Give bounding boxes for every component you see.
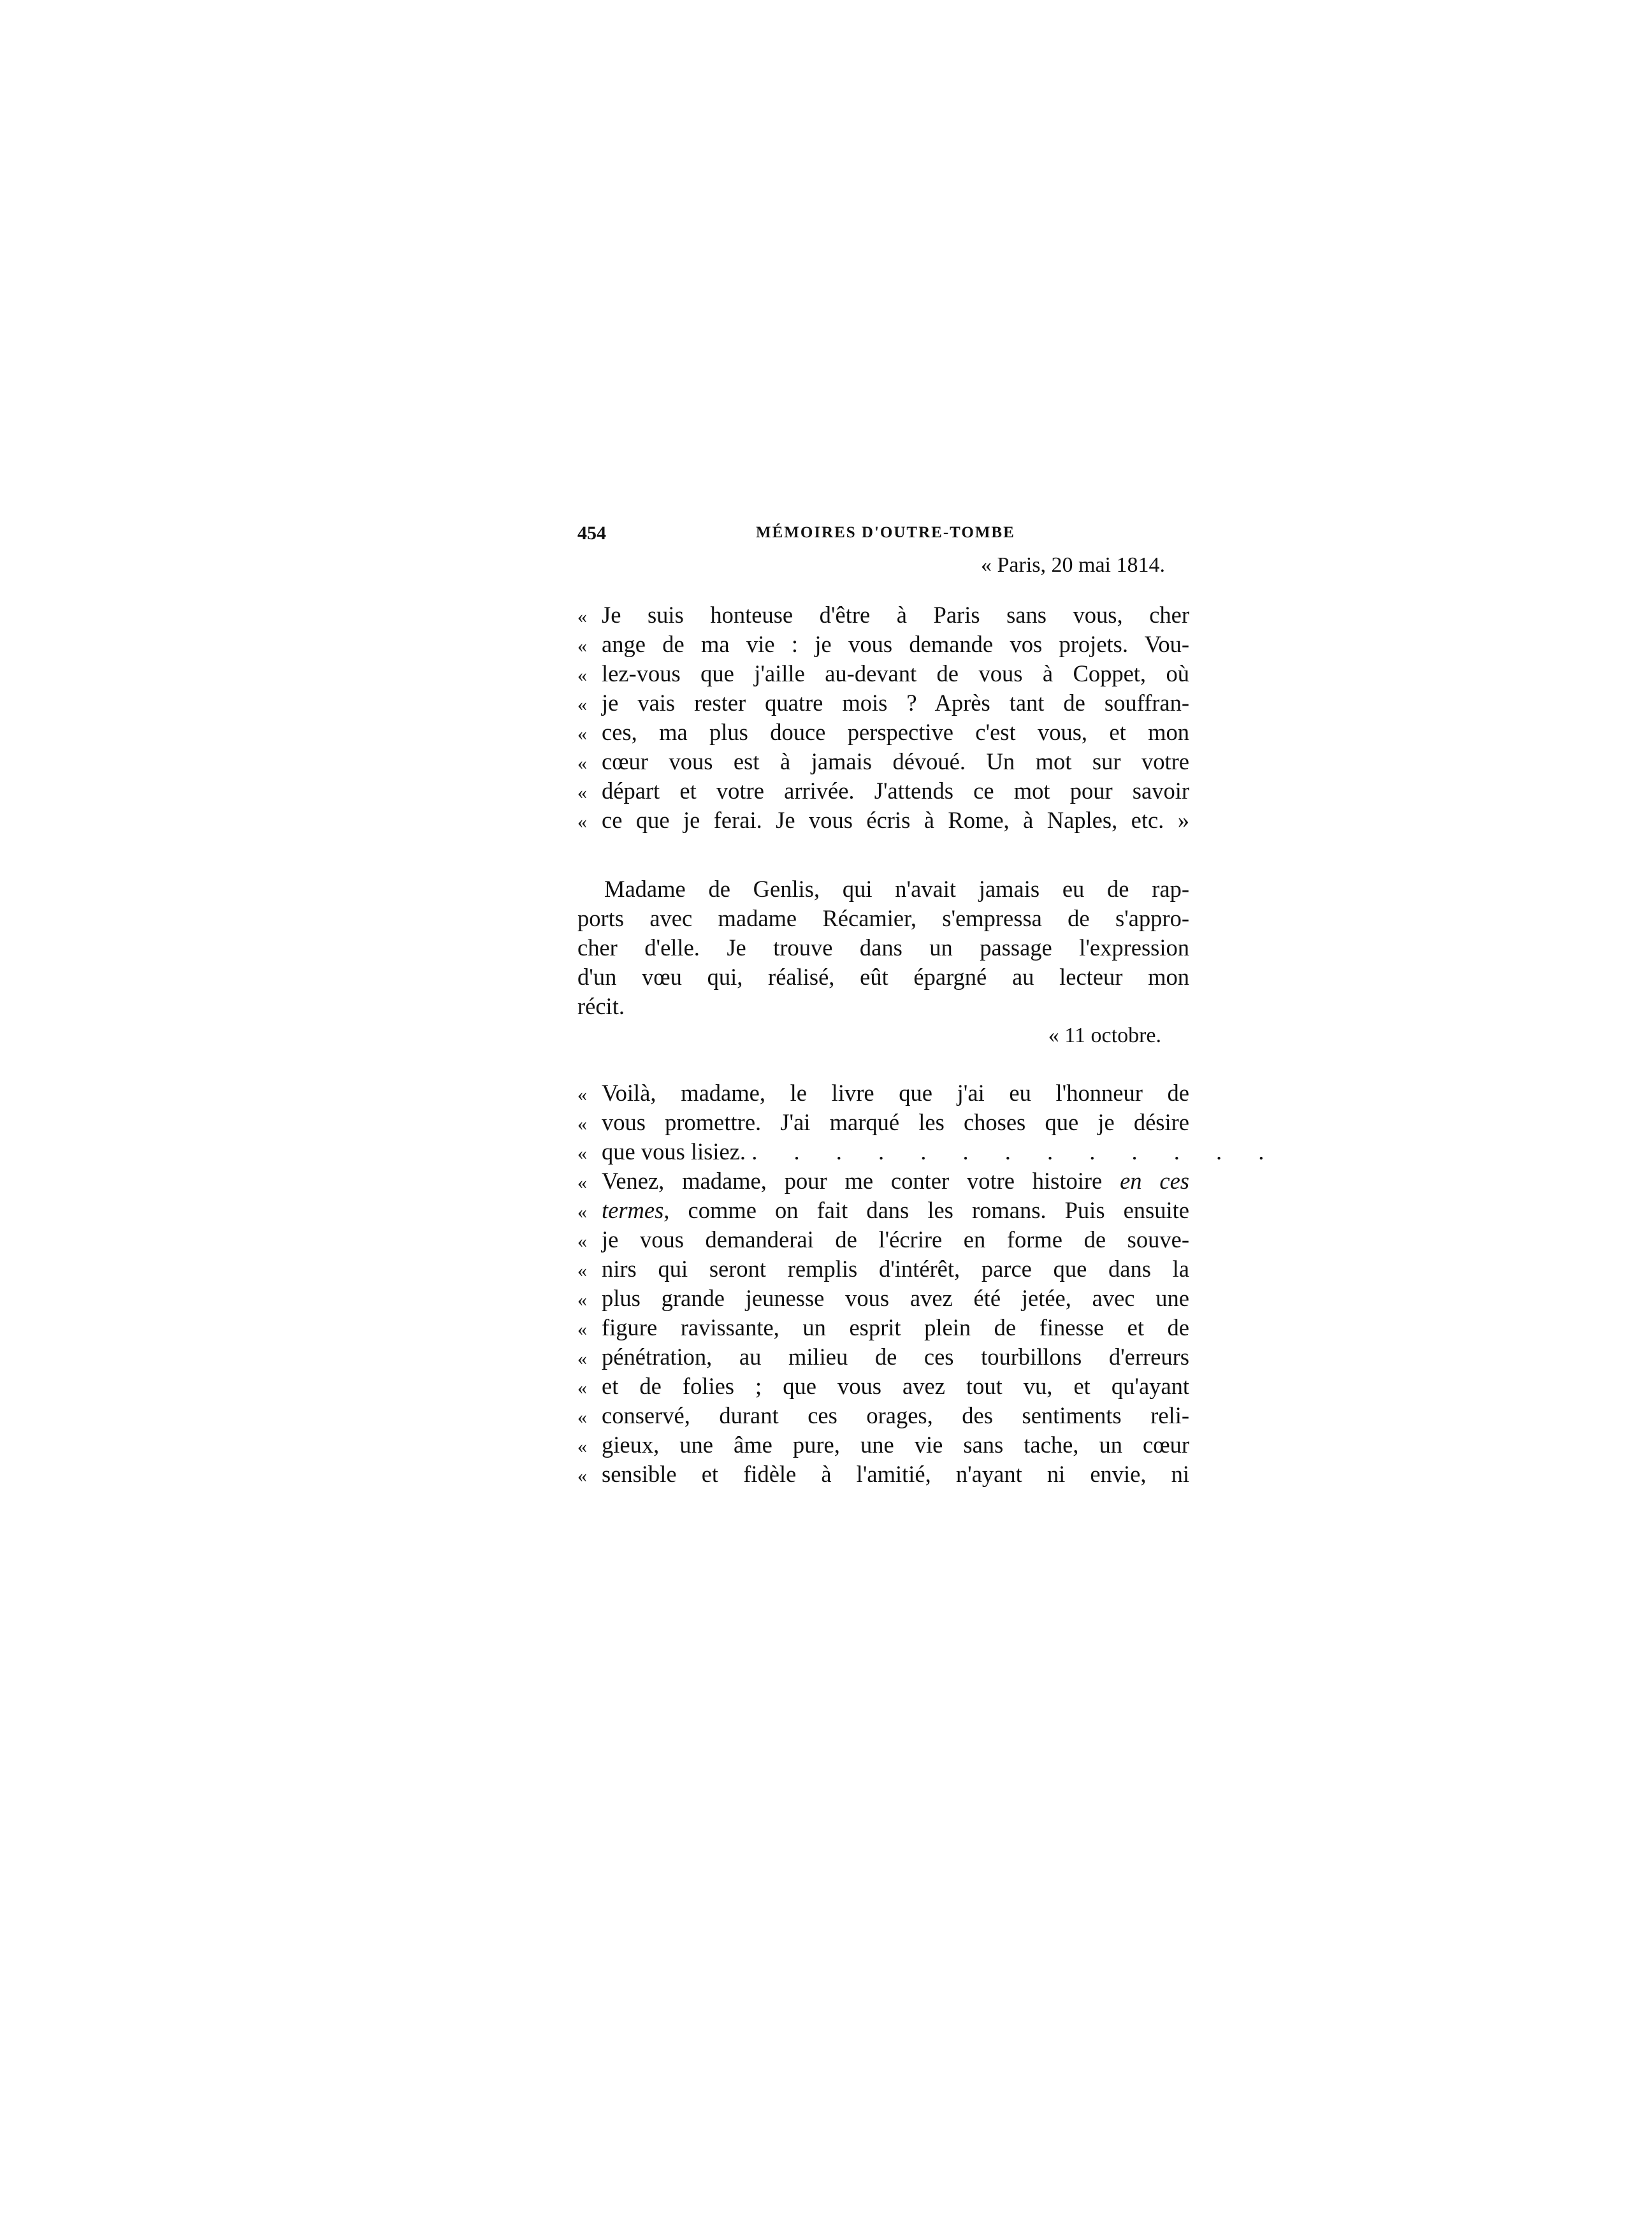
letter-line	[577, 630, 1189, 659]
quote-mark: «	[577, 782, 587, 803]
quote-mark: «	[577, 1348, 587, 1369]
quote-mark: «	[577, 1319, 587, 1340]
paragraph-line: d'un vœu qui, réalisé, eût épargné au lecteur mon	[577, 964, 1189, 990]
line-text: que vous lisiez.	[602, 1138, 746, 1165]
paragraph-line: Madame de Genlis, qui n'avait jamais eu de rap-	[604, 876, 1189, 902]
quote-mark: «	[577, 665, 587, 686]
letter-line	[577, 1108, 1189, 1137]
quote-mark: «	[577, 723, 587, 744]
letter-dateline: « Paris, 20 mai 1814.	[981, 553, 1165, 577]
letter-1	[577, 600, 1189, 835]
letter-line	[577, 1078, 1189, 1108]
line-text: sensible et fidèle à l'amitié, n'ayant ni envie, ni	[602, 1461, 1189, 1487]
quote-mark: «	[577, 1201, 587, 1223]
quote-mark: «	[577, 1172, 587, 1193]
letter-line	[577, 806, 1189, 835]
line-text: cœur vous est à jamais dévoué. Un mot sur votre	[602, 748, 1189, 774]
letter-line	[577, 776, 1189, 806]
line-text: départ et votre arrivée. J'attends ce mot pour savoir	[602, 778, 1189, 804]
quote-mark: «	[577, 635, 587, 657]
line-text: conservé, durant ces orages, des sentiments reli-	[602, 1402, 1189, 1428]
quote-mark: «	[577, 1231, 587, 1252]
line-text: plus grande jeunesse vous avez été jetée, avec une	[602, 1285, 1189, 1311]
letter-line	[577, 1342, 1189, 1372]
line-text: ange de ma vie : je vous demande vos projets. Vou-	[602, 631, 1189, 657]
paragraph-line: cher d'elle. Je trouve dans un passage l'expression	[577, 934, 1189, 961]
paragraph-line: ports avec madame Récamier, s'empressa de s'appro-	[577, 905, 1189, 931]
quote-mark: «	[577, 1465, 587, 1486]
line-text: figure ravissante, un esprit plein de finesse et de	[602, 1314, 1189, 1340]
quote-mark: «	[577, 811, 587, 832]
letter-line	[577, 659, 1189, 688]
narrative-paragraph	[577, 875, 1189, 1021]
letter-line	[577, 1313, 1189, 1342]
letter-line	[577, 1401, 1189, 1430]
running-title: MÉMOIRES D'OUTRE-TOMBE	[756, 524, 1015, 541]
line-text: et de folies ; que vous avez tout vu, et qu'ayant	[602, 1373, 1189, 1399]
letter-line	[577, 1254, 1189, 1284]
page-header	[577, 523, 1189, 551]
letter-line	[577, 688, 1189, 718]
quote-mark: «	[577, 694, 587, 715]
letter-line	[577, 600, 1189, 630]
line-text: vous promettre. J'ai marqué les choses que je désire	[602, 1109, 1189, 1135]
letter-line	[577, 1166, 1189, 1196]
italic-text: en ces	[1120, 1168, 1190, 1194]
line-text: pénétration, au milieu de ces tourbillons d'erreurs	[602, 1344, 1189, 1370]
line-text: je vous demanderai de l'écrire en forme de souve-	[602, 1226, 1189, 1252]
letter-2	[577, 1078, 1280, 1489]
quote-mark: «	[577, 1407, 587, 1428]
quote-mark: «	[577, 1114, 587, 1135]
line-text: lez-vous que j'aille au-devant de vous à Coppet, où	[602, 660, 1189, 686]
quote-mark: «	[577, 1084, 587, 1105]
line-text: je vais rester quatre mois ? Après tant de souffran-	[602, 690, 1189, 716]
ellipsis-dots: . . . . . . . . . . . . .	[751, 1138, 1280, 1165]
line-text: gieux, une âme pure, une vie sans tache, un cœur	[602, 1432, 1189, 1458]
line-text: Je suis honteuse d'être à Paris sans vous, cher	[602, 602, 1189, 628]
quote-mark: «	[577, 1289, 587, 1310]
letter-line	[577, 1430, 1189, 1460]
quote-mark: «	[577, 1260, 587, 1281]
letter-line	[577, 718, 1189, 747]
line-text: ces, ma plus douce perspective c'est vous, et mon	[602, 719, 1189, 745]
quote-mark: «	[577, 1143, 587, 1164]
line-text: Venez, madame, pour me conter votre histoire	[602, 1168, 1103, 1194]
paragraph-line: récit.	[577, 993, 625, 1019]
quote-mark: «	[577, 606, 587, 627]
line-text: nirs qui seront remplis d'intérêt, parce que dans la	[602, 1256, 1189, 1282]
letter-line	[577, 747, 1189, 776]
letter-line	[577, 1137, 1280, 1166]
line-text: comme on fait dans les romans. Puis ensuite	[688, 1197, 1189, 1223]
book-page	[577, 523, 1280, 1489]
letter-dateline: « 11 octobre.	[1048, 1024, 1161, 1047]
quote-mark: «	[577, 753, 587, 774]
letter-line	[577, 1460, 1189, 1489]
line-text: ce que je ferai. Je vous écris à Rome, à Naples, etc. »	[602, 807, 1189, 833]
letter-line	[577, 1196, 1189, 1225]
letter-line	[577, 1372, 1189, 1401]
letter-line	[577, 1225, 1189, 1254]
letter-line	[577, 1284, 1189, 1313]
page-number: 454	[577, 523, 606, 544]
quote-mark: «	[577, 1436, 587, 1457]
line-text: Voilà, madame, le livre que j'ai eu l'honneur de	[602, 1080, 1189, 1106]
quote-mark: «	[577, 1377, 587, 1398]
italic-text: termes,	[602, 1197, 670, 1223]
